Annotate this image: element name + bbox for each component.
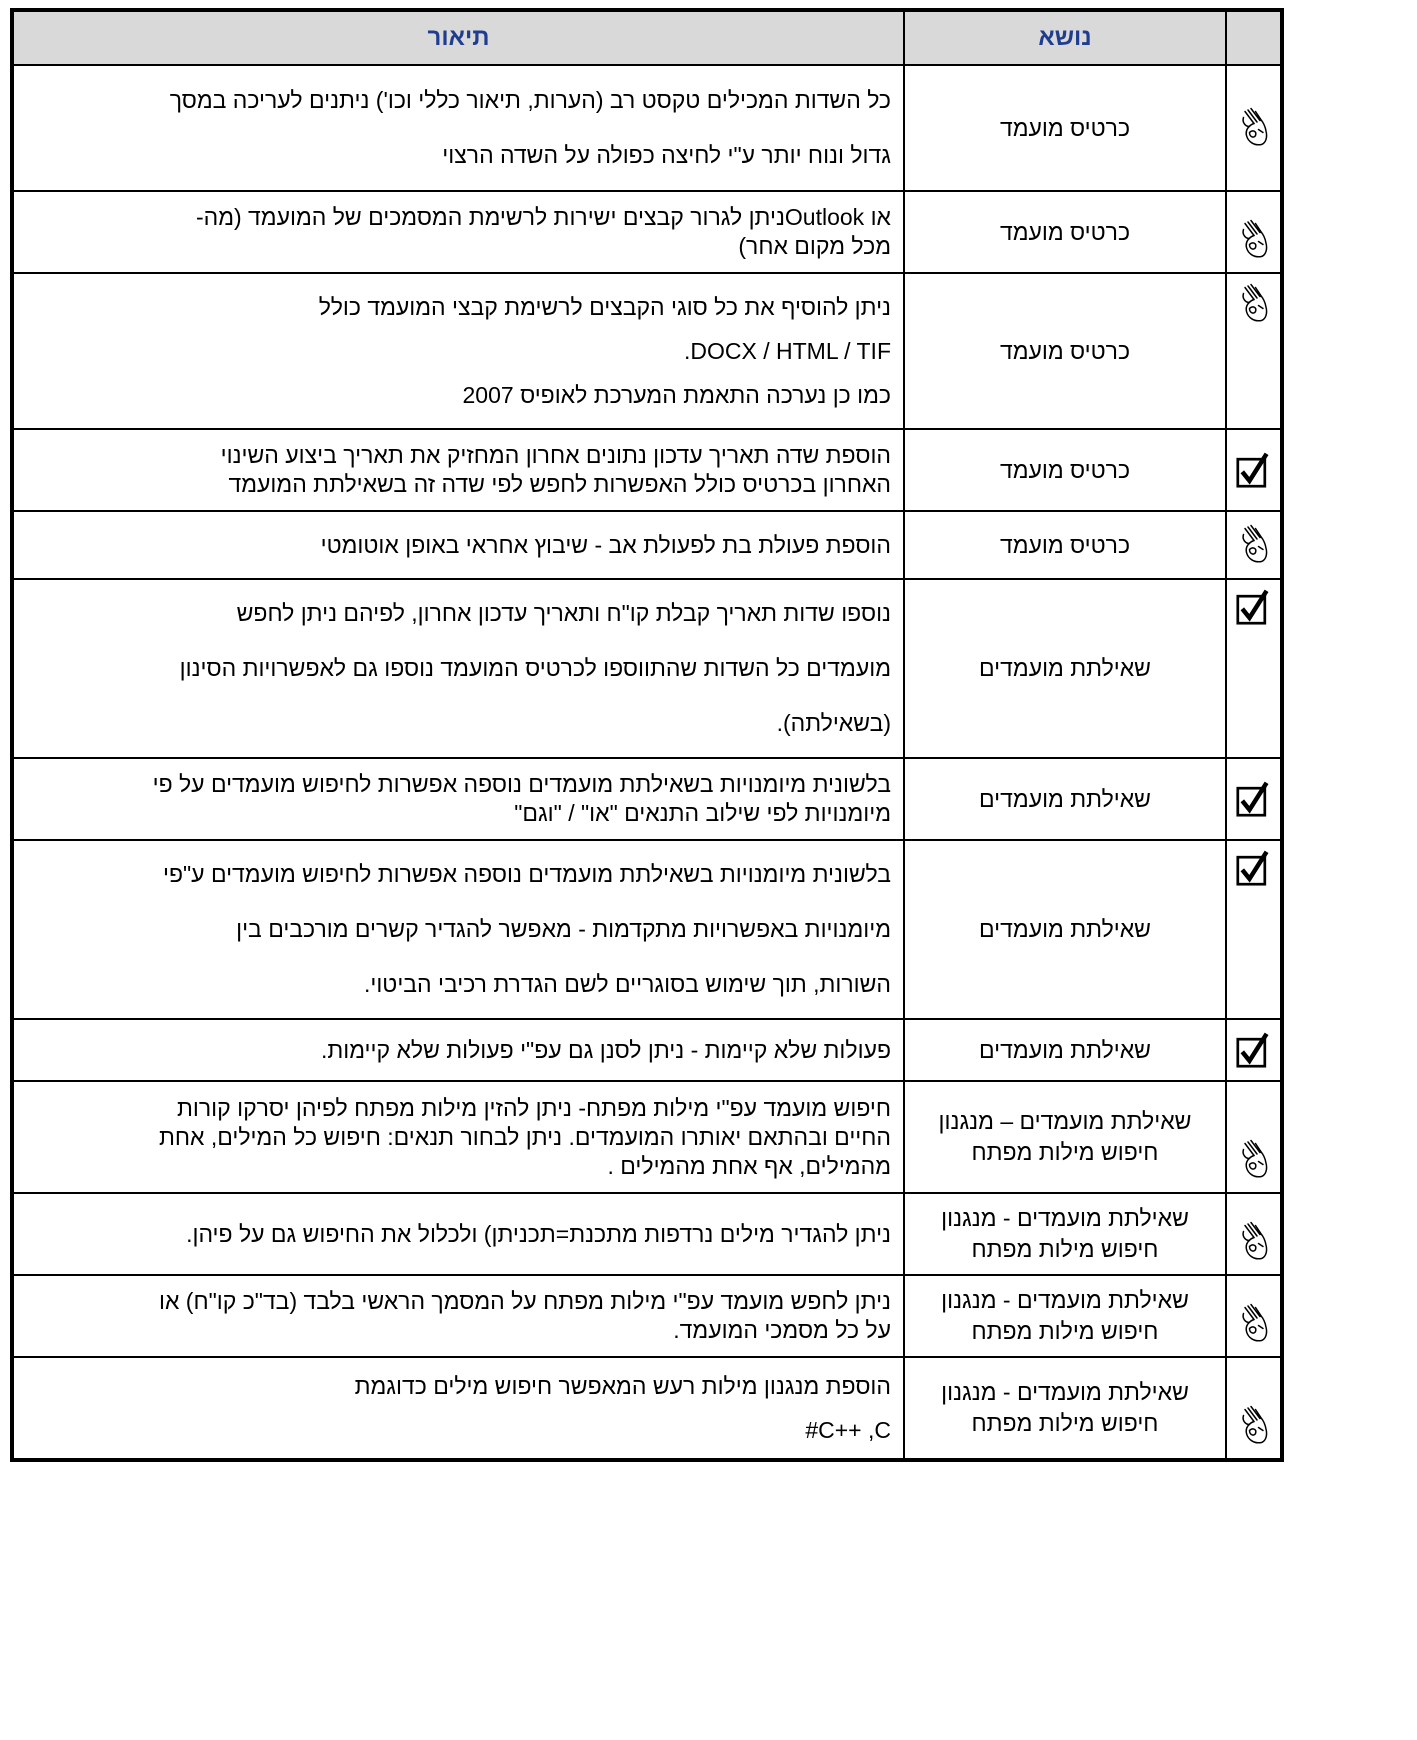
row-icon-cell [1226, 1081, 1282, 1193]
description-line: כמו כן נערכה התאמת המערכת לאופיס 2007 [462, 382, 891, 408]
description-line: חיפוש מועמד עפ"י מילות מפתח- ניתן להזין מילות מפתח לפיהן יסרקו קורות [177, 1094, 891, 1121]
row-description [12, 840, 904, 1019]
description-line: מיומנויות לפי שילוב התנאים "או" / "וגם" [514, 800, 891, 826]
description-line: ניתן להגדיר מילים נרדפות מתכנת=תכניתן) ולכלול את החיפוש גם על פיהן. [186, 1220, 891, 1247]
header-icon-cell [1226, 10, 1282, 65]
hand-icon [1239, 1404, 1269, 1448]
description-line: הוספת שדה תאריך עדכון נתונים אחרון המחזיק את תאריך ביצוע השינוי [220, 442, 891, 468]
description-line: על כל מסמכי המועמד. [673, 1317, 891, 1343]
row-description [12, 273, 904, 429]
checkbox-icon [1236, 588, 1272, 626]
description-line: או Outlookניתן לגרור קבצים ישירות לרשימת המסמכים של המועמד (מה- [195, 204, 891, 230]
row-icon-cell [1226, 1275, 1282, 1357]
header-subject: נושא [904, 10, 1226, 65]
table-row [12, 579, 1282, 758]
row-subject: שאילתת מועמדים - מנגנון חיפוש מילות מפתח [904, 1193, 1226, 1275]
description-line: הוספת מנגנון מילות רעש המאפשר חיפוש מילים כדוגמת [354, 1373, 891, 1399]
row-description [12, 1357, 904, 1460]
description-line: ניתן לחפש מועמד עפ"י מילות מפתח על המסמך הראשי בלבד (בד"כ קו"ח) או [159, 1288, 891, 1314]
table-row [12, 273, 1282, 429]
document-page [10, 8, 1284, 1462]
hand-icon [1239, 106, 1269, 150]
table-row [12, 758, 1282, 840]
table-row [12, 840, 1282, 1019]
row-subject: שאילתת מועמדים [904, 840, 1226, 1019]
row-description [12, 429, 904, 511]
hand-icon [1239, 218, 1269, 262]
hand-icon [1239, 1138, 1269, 1182]
table-row [12, 65, 1282, 191]
hand-icon [1239, 1220, 1269, 1264]
description-line: החיים ובהתאם יאותרו המועמדים. ניתן לבחור תנאים: חיפוש כל המילים, אחת [158, 1123, 891, 1150]
checkbox-icon [1236, 780, 1272, 818]
header-description: תיאור [12, 10, 904, 65]
row-subject: שאילתת מועמדים [904, 579, 1226, 758]
row-icon-cell [1226, 840, 1282, 1019]
checkbox-icon [1236, 451, 1272, 489]
row-icon-cell [1226, 758, 1282, 840]
row-description [12, 1193, 904, 1275]
row-icon-cell [1226, 1357, 1282, 1460]
row-subject: כרטיס מועמד [904, 511, 1226, 579]
table-row [12, 511, 1282, 579]
table-row [12, 1357, 1282, 1460]
row-subject: שאילתת מועמדים [904, 758, 1226, 840]
row-icon-cell [1226, 1019, 1282, 1081]
hand-icon [1239, 1302, 1269, 1346]
description-line: C++ ,C# [805, 1417, 891, 1443]
description-line: השורות, תוך שימוש בסוגריים לשם הגדרת רכיבי הביטוי. [363, 971, 891, 997]
description-line: כל השדות המכילים טקסט רב (הערות, תיאור כללי וכו') ניתנים לעריכה במסך [169, 87, 891, 113]
row-description [12, 191, 904, 273]
description-line: ניתן להוסיף את כל סוגי הקבצים לרשימת קבצי המועמד כולל [318, 294, 891, 320]
checkbox-icon [1236, 849, 1272, 887]
table-row [12, 429, 1282, 511]
description-line: (בשאילתה). [776, 710, 891, 736]
description-line: גדול ונוח יותר ע"י לחיצה כפולה על השדה הרצוי [442, 142, 891, 168]
description-line: מהמילים, אף אחת מהמילים . [607, 1152, 891, 1179]
row-description [12, 579, 904, 758]
table-row [12, 1019, 1282, 1081]
row-icon-cell [1226, 511, 1282, 579]
row-subject: שאילתת מועמדים [904, 1019, 1226, 1081]
table-row [12, 1275, 1282, 1357]
row-description [12, 1275, 904, 1357]
features-table [10, 8, 1284, 1462]
row-icon-cell [1226, 273, 1282, 429]
description-line: בלשונית מיומנויות בשאילתת מועמדים נוספה אפשרות לחיפוש מועמדים על פי [152, 771, 891, 797]
description-line: הוספת פעולת בת לפעולת אב - שיבוץ אחראי באופן אוטומטי [320, 531, 891, 558]
table-header-row [12, 10, 1282, 65]
description-line: נוספו שדות תאריך קבלת קו"ח ותאריך עדכון אחרון, לפיהם ניתן לחפש [236, 600, 891, 626]
row-description [12, 1019, 904, 1081]
row-subject: שאילתת מועמדים – מנגנון חיפוש מילות מפתח [904, 1081, 1226, 1193]
description-line: פעולות שלא קיימות - ניתן לסנן גם עפ"י פעולות שלא קיימות. [320, 1036, 891, 1063]
description-line: DOCX / HTML / TIF. [683, 338, 891, 364]
hand-icon [1239, 523, 1269, 567]
description-line: מכל מקום אחר) [738, 233, 891, 259]
description-line: מיומנויות באפשרויות מתקדמות - מאפשר להגדיר קשרים מורכבים בין [236, 916, 891, 942]
checkbox-icon [1236, 1031, 1272, 1069]
row-description [12, 65, 904, 191]
row-icon-cell [1226, 1193, 1282, 1275]
description-line: בלשונית מיומנויות בשאילתת מועמדים נוספה אפשרות לחיפוש מועמדים ע"פי [163, 861, 891, 887]
row-description [12, 511, 904, 579]
table-row [12, 1193, 1282, 1275]
hand-icon [1239, 282, 1269, 326]
row-icon-cell [1226, 191, 1282, 273]
row-icon-cell [1226, 579, 1282, 758]
row-icon-cell [1226, 429, 1282, 511]
row-subject: כרטיס מועמד [904, 429, 1226, 511]
row-description [12, 1081, 904, 1193]
row-subject: שאילתת מועמדים - מנגנון חיפוש מילות מפתח [904, 1357, 1226, 1460]
table-row [12, 1081, 1282, 1193]
row-icon-cell [1226, 65, 1282, 191]
description-line: האחרון בכרטיס כולל האפשרות לחפש לפי שדה זה בשאילתת המועמד [228, 471, 891, 497]
row-description [12, 758, 904, 840]
table-row [12, 191, 1282, 273]
description-line: מועמדים כל השדות שהתווספו לכרטיס המועמד נוספו גם לאפשרויות הסינון [179, 655, 891, 681]
row-subject: כרטיס מועמד [904, 273, 1226, 429]
row-subject: כרטיס מועמד [904, 65, 1226, 191]
row-subject: שאילתת מועמדים - מנגנון חיפוש מילות מפתח [904, 1275, 1226, 1357]
row-subject: כרטיס מועמד [904, 191, 1226, 273]
